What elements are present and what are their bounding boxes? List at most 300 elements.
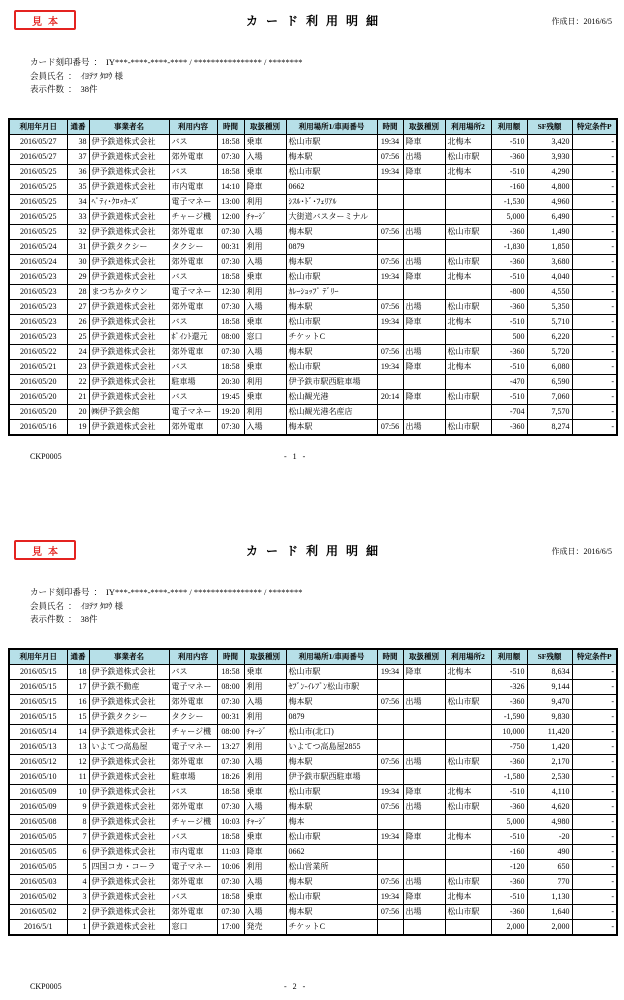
table-cell: バス [169,665,217,680]
table-cell: 2016/05/15 [9,695,67,710]
record-count-value: 38件 [80,614,98,624]
table-cell [445,845,491,860]
table-cell: 伊予鉄道株式会社 [89,360,169,375]
table-cell: 松山市駅 [286,785,377,800]
table-cell: 伊予鉄道株式会社 [89,420,169,436]
table-row [9,845,617,860]
table-cell: 2016/05/05 [9,830,67,845]
table-cell: -510 [491,135,527,150]
table-cell: バス [169,315,217,330]
table-cell: 07:56 [377,225,403,240]
table-cell: 4,800 [527,180,572,195]
member-name-value: ｲﾖﾃﾂ ﾀﾛｳ 様 [80,600,124,611]
table-cell: 利用 [244,375,286,390]
table-cell: 07:30 [217,800,244,815]
table-cell: 伊予鉄道株式会社 [89,330,169,345]
table-cell: 乗車 [244,360,286,375]
table-cell: 伊予鉄道株式会社 [89,345,169,360]
table-cell: 乗車 [244,390,286,405]
table-cell: 2016/05/03 [9,875,67,890]
column-header: 時間 [377,649,403,665]
table-cell: バス [169,830,217,845]
table-cell: 出場 [403,225,445,240]
table-cell: 27 [67,300,89,315]
table-cell: 10:03 [217,815,244,830]
table-cell: - [572,345,617,360]
table-cell: チャージ機 [169,725,217,740]
column-header: 利用場所1/車両番号 [286,119,377,135]
table-cell: 4 [67,875,89,890]
table-row [9,270,617,285]
table-cell: 北梅本 [445,270,491,285]
member-name-label: 会員氏名 [30,600,65,611]
table-header-row [9,649,617,665]
table-cell: 出場 [403,345,445,360]
table-cell: 伊予鉄道株式会社 [89,785,169,800]
table-cell: タクシー [169,240,217,255]
column-header: 事業者名 [89,649,169,665]
table-row [9,890,617,905]
table-cell [445,770,491,785]
table-cell: 四国コカ・コーラ [89,860,169,875]
table-cell: 4,980 [527,815,572,830]
column-header: 特定条件P [572,119,617,135]
usage-table-body [9,135,617,436]
table-cell: -360 [491,875,527,890]
table-cell: 19:34 [377,270,403,285]
table-cell: 梅本駅 [286,875,377,890]
table-cell: 市内電車 [169,180,217,195]
table-cell: - [572,420,617,436]
table-cell: 08:00 [217,330,244,345]
table-cell: 松山観光港 [286,390,377,405]
column-header: 取扱種別 [244,649,286,665]
table-cell: 8,634 [527,665,572,680]
table-cell [445,180,491,195]
table-cell: 出場 [403,150,445,165]
table-cell: - [572,165,617,180]
table-cell: 降車 [403,135,445,150]
card-info-block [30,56,302,97]
table-cell: 伊予鉄市駅西駐車場 [286,375,377,390]
table-cell: 19:34 [377,135,403,150]
table-cell: 北梅本 [445,890,491,905]
table-cell [377,725,403,740]
table-cell: 郊外電車 [169,755,217,770]
table-cell: 伊予鉄道株式会社 [89,920,169,936]
table-cell: -360 [491,345,527,360]
column-header: 利用内容 [169,649,217,665]
table-cell: 降車 [403,360,445,375]
table-cell: 10:06 [217,860,244,875]
table-cell: 入場 [244,225,286,240]
table-cell: 24 [67,345,89,360]
table-cell [445,375,491,390]
table-cell: 18:58 [217,830,244,845]
table-cell: 5,350 [527,300,572,315]
table-cell: 20 [67,405,89,420]
system-code: CKP0005 [30,982,62,991]
usage-table-body [9,665,617,936]
table-cell: いよてつ高島屋 [89,740,169,755]
table-cell: 伊予鉄道株式会社 [89,255,169,270]
table-cell [403,710,445,725]
table-cell: 梅本駅 [286,255,377,270]
table-cell: 乗車 [244,165,286,180]
column-header: SF残額 [527,649,572,665]
table-cell: 2016/05/20 [9,390,67,405]
table-cell: 7,570 [527,405,572,420]
table-cell: 07:56 [377,150,403,165]
table-cell: 11,420 [527,725,572,740]
card-number-line [30,56,302,70]
table-cell: 梅本駅 [286,345,377,360]
page-title: カード利用明細 [245,14,386,28]
table-cell: 17:00 [217,920,244,936]
table-row [9,255,617,270]
table-cell: -510 [491,890,527,905]
table-cell: 6,590 [527,375,572,390]
table-cell: 07:56 [377,875,403,890]
table-cell: - [572,315,617,330]
record-count-line [30,83,302,97]
table-cell: 3,930 [527,150,572,165]
record-count-value: 38件 [80,84,98,94]
table-cell: 梅本駅 [286,420,377,436]
table-cell: - [572,390,617,405]
table-cell: 2016/05/08 [9,815,67,830]
usage-table-page-1 [8,118,618,436]
page-number: - 2 - [284,982,308,991]
table-cell: - [572,890,617,905]
table-cell: 8,274 [527,420,572,436]
table-cell: 伊予鉄タクシー [89,710,169,725]
table-row [9,330,617,345]
table-cell: - [572,135,617,150]
table-cell: 2016/05/15 [9,680,67,695]
column-header: 特定条件P [572,649,617,665]
table-cell: チャージ機 [169,210,217,225]
table-cell: 2016/05/24 [9,255,67,270]
table-cell [445,195,491,210]
table-cell: 伊予鉄道株式会社 [89,375,169,390]
table-cell: 発売 [244,920,286,936]
table-cell: - [572,330,617,345]
table-cell [377,180,403,195]
table-cell: 松山市駅 [445,875,491,890]
table-cell: バス [169,270,217,285]
table-cell [377,195,403,210]
table-cell [377,240,403,255]
table-cell: 松山観光港名産店 [286,405,377,420]
table-cell: -160 [491,180,527,195]
table-cell: 梅本駅 [286,905,377,920]
table-cell: 11 [67,770,89,785]
table-cell: 2016/05/25 [9,210,67,225]
table-row [9,345,617,360]
table-cell: - [572,255,617,270]
table-cell: 入場 [244,150,286,165]
table-cell: 利用 [244,240,286,255]
table-cell: 市内電車 [169,845,217,860]
table-cell: 出場 [403,800,445,815]
table-cell [403,860,445,875]
table-row [9,225,617,240]
table-cell: -120 [491,860,527,875]
table-cell: - [572,725,617,740]
table-cell: - [572,680,617,695]
table-cell: 北梅本 [445,315,491,330]
table-cell: 伊予鉄道株式会社 [89,725,169,740]
table-cell: -326 [491,680,527,695]
table-cell: 入場 [244,755,286,770]
table-row [9,420,617,436]
table-cell: 降車 [403,390,445,405]
table-cell: 2016/05/25 [9,180,67,195]
table-cell: -1,830 [491,240,527,255]
table-cell: 松山市駅 [286,890,377,905]
table-cell: 伊予鉄道株式会社 [89,905,169,920]
column-header: 取扱種別 [403,649,445,665]
table-cell: 2016/05/21 [9,360,67,375]
table-cell: 00:31 [217,240,244,255]
table-cell: 松山市駅 [445,150,491,165]
table-cell: 2016/05/16 [9,420,67,436]
table-cell [377,285,403,300]
table-cell: 梅本駅 [286,755,377,770]
table-cell: 伊予鉄道株式会社 [89,800,169,815]
table-cell: 北梅本 [445,785,491,800]
table-cell: - [572,875,617,890]
table-cell: 35 [67,180,89,195]
card-number-label: カード刻印番号 [30,587,90,597]
table-cell: ｼｽﾙ･ﾄﾞ･ﾌｪﾘｱﾙ [286,195,377,210]
table-cell: 松山市駅 [445,695,491,710]
table-cell: 利用 [244,680,286,695]
table-cell: - [572,845,617,860]
table-cell: 伊予鉄道株式会社 [89,165,169,180]
table-cell: 2,000 [491,920,527,936]
member-name-label: 会員氏名 [30,70,65,81]
table-cell: 18:58 [217,270,244,285]
column-header: 利用額 [491,119,527,135]
table-cell: 08:00 [217,680,244,695]
table-cell [445,815,491,830]
table-cell: 伊予鉄タクシー [89,240,169,255]
table-cell: 電子マネー [169,195,217,210]
table-cell: - [572,740,617,755]
table-cell: -510 [491,830,527,845]
table-row [9,695,617,710]
table-row [9,195,617,210]
table-cell: 38 [67,135,89,150]
table-cell: 松山市駅 [286,665,377,680]
table-row [9,360,617,375]
column-header: 事業者名 [89,119,169,135]
table-row [9,165,617,180]
table-cell: 19:34 [377,890,403,905]
table-cell: 07:56 [377,345,403,360]
table-cell: - [572,800,617,815]
table-cell [445,680,491,695]
table-cell: -510 [491,315,527,330]
table-cell: 利用 [244,285,286,300]
table-cell: - [572,285,617,300]
table-cell: 4,290 [527,165,572,180]
column-header: 利用年月日 [9,119,67,135]
table-cell: 降車 [403,830,445,845]
table-header-row [9,119,617,135]
table-cell: - [572,300,617,315]
table-cell [403,725,445,740]
table-cell: 電子マネー [169,285,217,300]
table-cell: 松山市駅 [286,830,377,845]
table-cell: 19:34 [377,785,403,800]
table-cell [403,815,445,830]
table-cell: 28 [67,285,89,300]
table-cell: 2016/05/25 [9,225,67,240]
table-cell: 2016/05/24 [9,240,67,255]
table-cell: バス [169,785,217,800]
member-name-line [30,70,302,84]
table-cell: 2016/05/25 [9,165,67,180]
table-cell: 郊外電車 [169,695,217,710]
table-cell: 出場 [403,300,445,315]
table-cell: 伊予鉄道株式会社 [89,890,169,905]
table-cell [445,920,491,936]
table-cell: バス [169,390,217,405]
table-cell: 18:26 [217,770,244,785]
created-date: 作成日：2016/6/5 [551,17,612,26]
table-cell: 1,420 [527,740,572,755]
table-row [9,405,617,420]
table-cell: 17 [67,680,89,695]
table-cell: 07:30 [217,225,244,240]
table-cell: 18 [67,665,89,680]
table-cell: 19:34 [377,165,403,180]
table-cell: 松山市駅 [445,225,491,240]
table-cell: 降車 [403,315,445,330]
table-cell [377,845,403,860]
page-number: - 1 - [284,452,308,461]
table-cell: 07:56 [377,420,403,436]
table-cell: 36 [67,165,89,180]
column-header: 利用場所1/車両番号 [286,649,377,665]
table-cell: 13 [67,740,89,755]
table-cell: 2016/05/23 [9,270,67,285]
table-cell: 07:56 [377,905,403,920]
table-cell: 松山市駅 [286,270,377,285]
table-cell: 入場 [244,300,286,315]
table-cell: 31 [67,240,89,255]
table-cell: 2 [67,905,89,920]
table-row [9,770,617,785]
table-cell: 降車 [403,785,445,800]
table-cell: -1,580 [491,770,527,785]
table-cell: 入場 [244,800,286,815]
table-cell: 窓口 [169,920,217,936]
table-cell: 2016/05/15 [9,710,67,725]
table-cell: 入場 [244,255,286,270]
table-cell: 郊外電車 [169,150,217,165]
table-cell: 500 [491,330,527,345]
table-cell: ﾎﾟｲﾝﾄ還元 [169,330,217,345]
table-cell: 07:30 [217,255,244,270]
table-cell: 郊外電車 [169,875,217,890]
table-cell: 伊予鉄道株式会社 [89,300,169,315]
table-cell: 松山市駅 [445,420,491,436]
column-header: 取扱種別 [244,119,286,135]
table-cell: 梅本駅 [286,800,377,815]
table-cell: 5,000 [491,210,527,225]
table-cell: 乗車 [244,135,286,150]
table-cell: 0662 [286,845,377,860]
table-cell: 郊外電車 [169,905,217,920]
table-cell [445,710,491,725]
card-number-line [30,586,302,600]
table-cell: 650 [527,860,572,875]
table-row [9,210,617,225]
table-row [9,390,617,405]
table-cell [403,375,445,390]
table-cell: 30 [67,255,89,270]
table-cell: 4,960 [527,195,572,210]
table-cell: - [572,150,617,165]
table-cell: 伊予鉄道株式会社 [89,815,169,830]
table-cell: 利用 [244,740,286,755]
table-row [9,755,617,770]
table-cell: 伊予鉄道株式会社 [89,830,169,845]
column-header: 利用額 [491,649,527,665]
table-cell: 18:58 [217,890,244,905]
table-cell [403,920,445,936]
table-cell: 入場 [244,905,286,920]
table-cell: 2,000 [527,920,572,936]
table-cell: 19:34 [377,360,403,375]
table-cell [377,740,403,755]
table-cell: 3 [67,890,89,905]
column-header: 時間 [377,119,403,135]
table-cell: 23 [67,360,89,375]
table-cell: 出場 [403,875,445,890]
table-cell: 郊外電車 [169,800,217,815]
usage-table-page-2 [8,648,618,936]
table-cell: - [572,240,617,255]
table-cell: 伊予鉄道株式会社 [89,770,169,785]
table-cell: 11:03 [217,845,244,860]
table-cell [403,210,445,225]
table-cell: - [572,195,617,210]
table-cell: 松山市駅 [286,135,377,150]
table-cell: 37 [67,150,89,165]
table-cell: 2016/05/09 [9,800,67,815]
table-cell: 松山市駅 [286,360,377,375]
table-cell: 松山市駅 [445,345,491,360]
table-cell: 出場 [403,255,445,270]
table-cell: 伊予鉄道株式会社 [89,210,169,225]
table-cell: バス [169,360,217,375]
table-cell: 07:56 [377,255,403,270]
table-cell: 770 [527,875,572,890]
table-cell: 伊予鉄道株式会社 [89,665,169,680]
table-cell: 2016/05/22 [9,345,67,360]
table-cell: ㈱伊予鉄会館 [89,405,169,420]
table-cell: - [572,860,617,875]
table-cell: 07:56 [377,800,403,815]
table-cell: -510 [491,165,527,180]
table-cell: 2,170 [527,755,572,770]
table-cell: 郊外電車 [169,255,217,270]
